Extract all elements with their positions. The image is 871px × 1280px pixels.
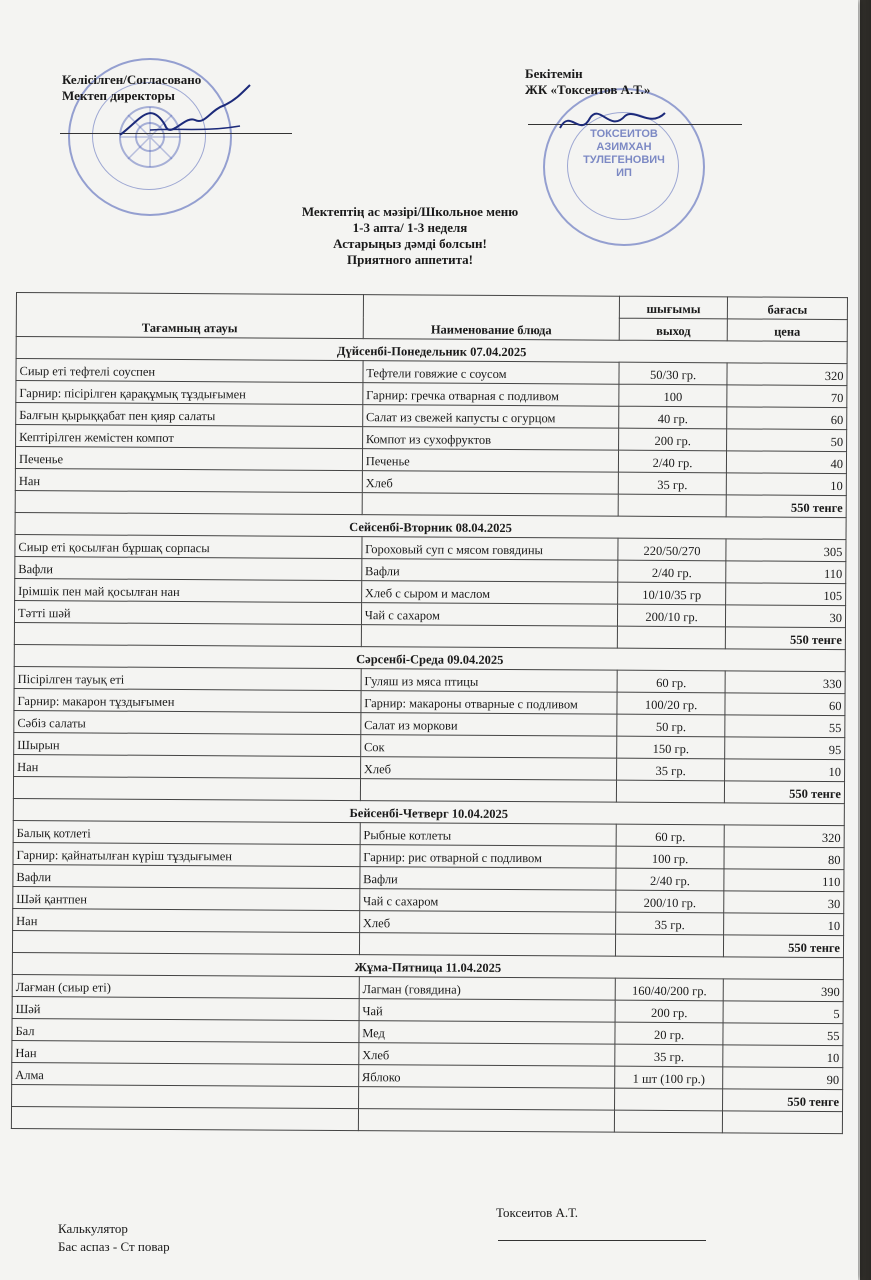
dish-output: 20 гр.: [615, 1022, 723, 1045]
dish-price: 305: [726, 539, 846, 562]
dish-name-kz: Шырын: [14, 732, 361, 756]
dish-output: 10/10/35 гр: [618, 582, 726, 605]
dish-name-kz: Нан: [15, 468, 362, 492]
dish-name-ru: Салат из моркови: [361, 713, 618, 737]
signer-name: Токсеитов А.Т.: [496, 1205, 579, 1220]
dish-output: 60 гр.: [616, 824, 724, 847]
dish-output: 35 гр.: [617, 758, 725, 781]
company-name: ЖК «Токсеитов А.Т.»: [525, 82, 651, 97]
dish-price: 320: [724, 825, 844, 848]
approve-label: Бекітемін: [525, 66, 583, 81]
dish-output: 2/40 гр.: [618, 560, 726, 583]
dish-price: 55: [725, 715, 845, 738]
header-price-ru: цена: [727, 319, 847, 342]
dish-name-ru: Чай с сахаром: [361, 603, 618, 627]
dish-name-ru: Салат из свежей капусты с огурцом: [362, 405, 619, 429]
dish-output: 2/40 гр.: [616, 868, 724, 891]
dish-name-ru: Хлеб: [360, 757, 617, 781]
dish-price: 95: [725, 737, 845, 760]
dish-name-ru: Сок: [360, 735, 617, 759]
footer-right: [496, 1205, 578, 1221]
dish-name-kz: Печенье: [15, 447, 362, 471]
dish-price: 30: [724, 891, 844, 914]
dish-name-kz: Тәтті шәй: [14, 600, 361, 624]
dish-name-kz: Кептірілген жемістен компот: [16, 425, 363, 449]
dish-price: 320: [727, 363, 847, 386]
dish-name-kz: Сиыр еті қосылған бұршақ сорпасы: [15, 534, 362, 558]
dish-price: 60: [725, 693, 845, 716]
dish-output: 1 шт (100 гр.): [615, 1066, 723, 1089]
footer-left: [58, 1220, 170, 1256]
dish-name-ru: Гарнир: макароны отварные с подливом: [361, 691, 618, 715]
dish-name-ru: Чай: [359, 999, 616, 1023]
dish-name-ru: Хлеб с сыром и маслом: [361, 581, 618, 605]
right-signature: [555, 98, 685, 148]
dish-name-kz: Алма: [12, 1062, 359, 1086]
dish-output: 220/50/270: [618, 538, 726, 561]
dish-price: 5: [723, 1001, 843, 1024]
header-kz-name: Тағамның атауы: [16, 293, 363, 339]
day-total: 550 тенге: [723, 935, 843, 958]
dish-price: 110: [724, 869, 844, 892]
dish-output: 200/10 гр.: [618, 604, 726, 627]
dish-price: 40: [726, 451, 846, 474]
footer-signature-line: [498, 1240, 706, 1241]
agreed-label: Келісілген/Согласовано: [62, 72, 202, 87]
dish-name-kz: Балық котлеті: [13, 820, 360, 844]
dish-price: 90: [723, 1067, 843, 1090]
header-output-ru: выход: [619, 318, 727, 341]
day-title: Дүйсенбі-Понедельник 07.04.2025: [16, 337, 847, 364]
day-total: 550 тенге: [722, 1089, 842, 1112]
dish-output: 200/10 гр.: [616, 890, 724, 913]
chef-label: Бас аспаз - Ст повар: [58, 1239, 170, 1254]
dish-output: 60 гр.: [617, 670, 725, 693]
menu-table: [11, 292, 848, 1134]
dish-price: 70: [727, 385, 847, 408]
day-title: Жұма-Пятница 11.04.2025: [12, 952, 843, 979]
dish-name-ru: Рыбные котлеты: [360, 823, 617, 847]
dish-price: 10: [723, 1045, 843, 1068]
dish-name-ru: Тефтели говяжие с соусом: [363, 361, 620, 385]
day-total: 550 тенге: [726, 495, 846, 518]
left-signature: [110, 80, 260, 150]
dish-name-kz: Гарнир: пісірілген қарақұмық тұздығымен: [16, 381, 363, 405]
dish-name-kz: Балғын қырыққабат пен қияр салаты: [16, 403, 363, 427]
dish-name-ru: Лагман (говядина): [359, 977, 616, 1001]
dish-name-ru: Печенье: [362, 449, 619, 473]
menu-title: Мектептің ас мәзірі/Школьное меню 1-3 апта/ 1-3 неделя Астарыңыз дәмді болсын! Приятного аппетита!: [301, 204, 519, 267]
dish-name-kz: Сәбіз салаты: [14, 710, 361, 734]
dish-name-kz: Вафли: [13, 864, 360, 888]
dish-name-ru: Хлеб: [359, 1043, 616, 1067]
day-total: 550 тенге: [725, 627, 845, 650]
empty-row: [11, 1106, 842, 1133]
dish-name-ru: Чай с сахаром: [359, 889, 616, 913]
dish-output: 35 гр.: [618, 472, 726, 495]
dish-name-kz: Шәй қантпен: [13, 886, 360, 910]
dish-name-ru: Гороховый суп с мясом говядины: [362, 537, 619, 561]
approval-right-block: [525, 66, 650, 98]
dish-output: 50/30 гр.: [619, 362, 727, 385]
dish-price: 10: [724, 759, 844, 782]
dish-output: 35 гр.: [616, 912, 724, 935]
dish-price: 330: [725, 671, 845, 694]
dish-output: 35 гр.: [615, 1044, 723, 1067]
dish-name-kz: Ірімшік пен май қосылған нан: [15, 578, 362, 602]
dish-name-ru: Яблоко: [358, 1065, 615, 1089]
header-output-kz: шығымы: [620, 296, 728, 319]
dish-name-kz: Бал: [12, 1018, 359, 1042]
dish-output: 160/40/200 гр.: [615, 978, 723, 1001]
dish-name-ru: Хлеб: [359, 911, 616, 935]
dish-name-ru: Вафли: [361, 559, 618, 583]
dish-name-kz: Шәй: [12, 996, 359, 1020]
dish-name-kz: Вафли: [15, 556, 362, 580]
dish-name-ru: Вафли: [360, 867, 617, 891]
dish-name-kz: Гарнир: қайнатылған күріш тұздығымен: [13, 842, 360, 866]
dish-name-ru: Хлеб: [362, 471, 619, 495]
dish-output: 100/20 гр.: [617, 692, 725, 715]
dish-price: 390: [723, 979, 843, 1002]
dish-name-ru: Мед: [359, 1021, 616, 1045]
dish-output: 40 гр.: [619, 406, 727, 429]
dish-output: 100 гр.: [616, 846, 724, 869]
header-ru-name: Наименование блюда: [363, 295, 620, 341]
dish-name-ru: Гарнир: рис отварной с подливом: [360, 845, 617, 869]
dish-output: 100: [619, 384, 727, 407]
school-director-label: Мектеп директоры: [62, 88, 175, 103]
dish-output: 2/40 гр.: [619, 450, 727, 473]
dish-price: 105: [726, 583, 846, 606]
dish-price: 60: [727, 407, 847, 430]
dish-name-kz: Нан: [13, 908, 360, 932]
dish-price: 30: [725, 605, 845, 628]
dish-output: 200 гр.: [619, 428, 727, 451]
dish-output: 200 гр.: [615, 1000, 723, 1023]
dish-name-kz: Нан: [14, 754, 361, 778]
dish-name-kz: Пісірілген тауық еті: [14, 666, 361, 690]
dish-name-kz: Нан: [12, 1040, 359, 1064]
dish-name-kz: Лағман (сиыр еті): [12, 974, 359, 998]
day-title: Бейсенбі-Четверг 10.04.2025: [13, 798, 844, 825]
table-header-row: [16, 293, 847, 320]
dish-name-kz: Сиыр еті тефтелі соуспен: [16, 359, 363, 383]
dish-price: 110: [726, 561, 846, 584]
day-total: 550 тенге: [724, 781, 844, 804]
dish-name-ru: Гарнир: гречка отварная с подливом: [363, 383, 620, 407]
dish-output: 150 гр.: [617, 736, 725, 759]
day-title: Сейсенбі-Вторник 08.04.2025: [15, 512, 846, 539]
company-stamp: ТОКСЕИТОВ АЗИМХАН ТУЛЕГЕНОВИЧ ИП: [543, 88, 705, 246]
header-price-kz: бағасы: [727, 297, 847, 320]
dish-price: 55: [723, 1023, 843, 1046]
dish-price: 50: [726, 429, 846, 452]
dish-name-kz: Гарнир: макарон тұздығымен: [14, 688, 361, 712]
dish-price: 10: [726, 473, 846, 496]
dish-price: 80: [724, 847, 844, 870]
dish-name-ru: Компот из сухофруктов: [362, 427, 619, 451]
day-title: Сәрсенбі-Среда 09.04.2025: [14, 644, 845, 671]
dish-name-ru: Гуляш из мяса птицы: [361, 669, 618, 693]
calculator-label: Калькулятор: [58, 1221, 128, 1236]
dish-output: 50 гр.: [617, 714, 725, 737]
dish-price: 10: [724, 913, 844, 936]
